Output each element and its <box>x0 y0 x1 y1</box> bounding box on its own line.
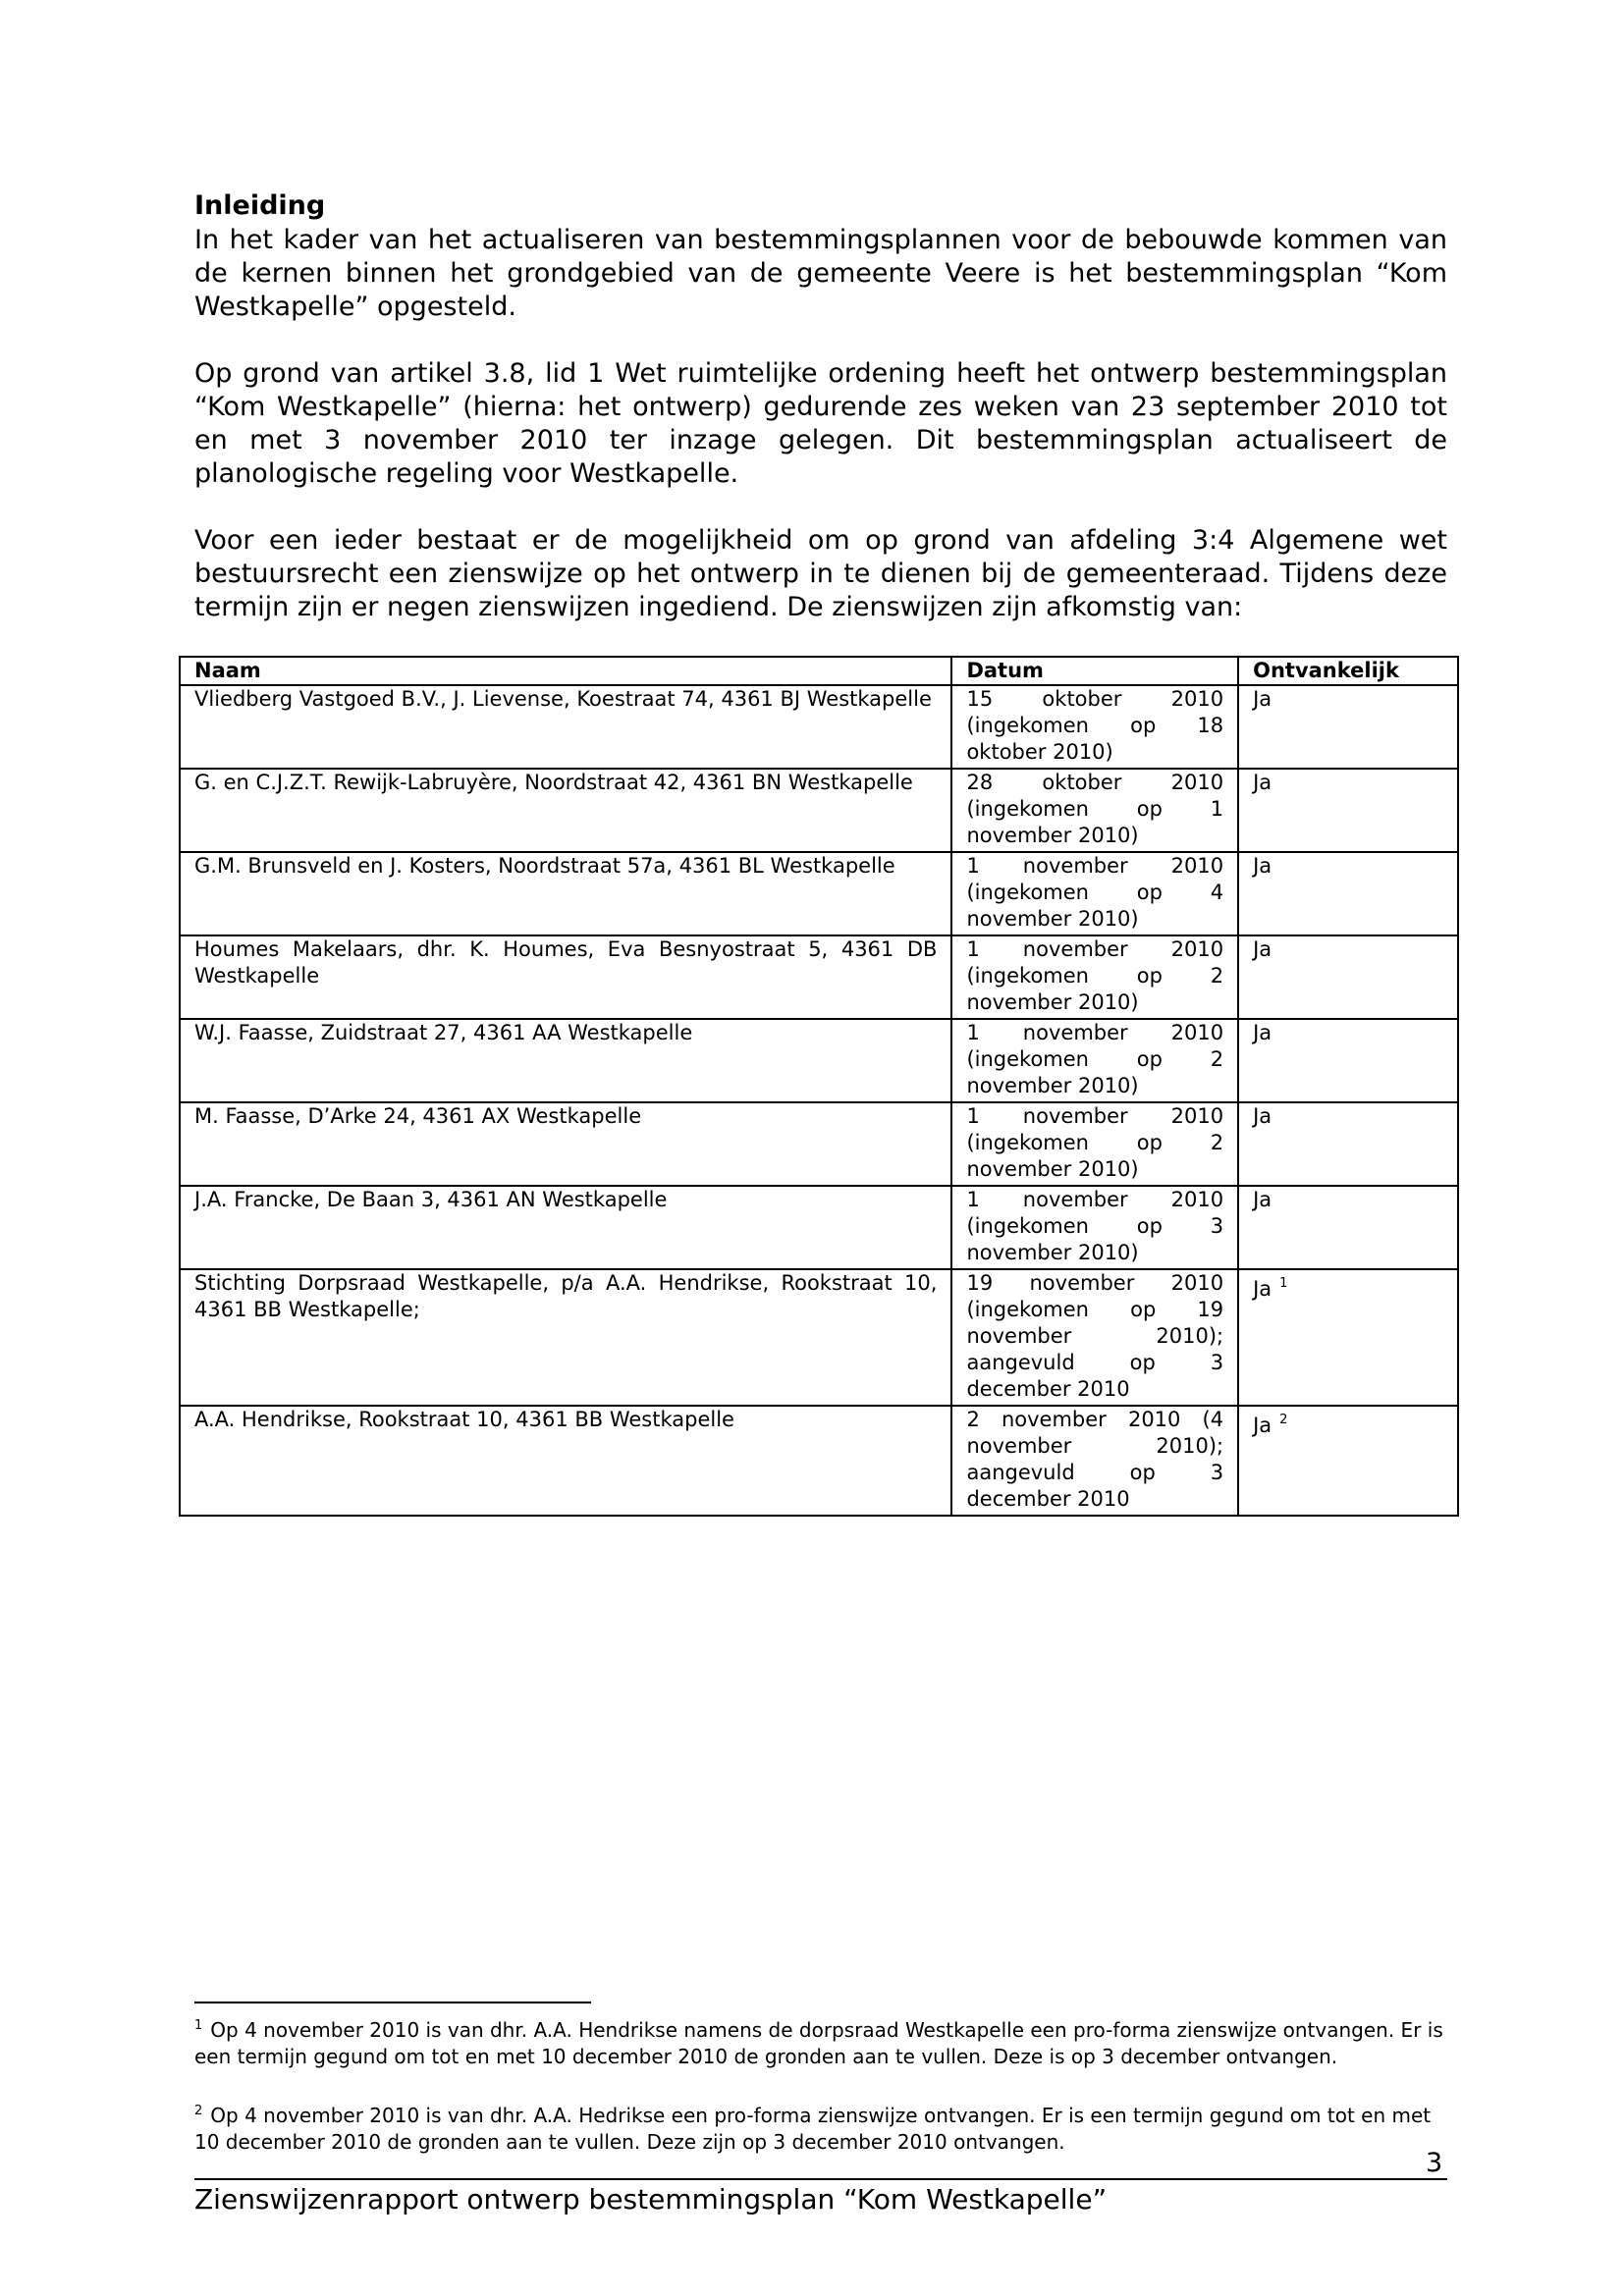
cell-naam: W.J. Faasse, Zuidstraat 27, 4361 AA Westkapelle <box>180 1019 951 1102</box>
footnote-reference[interactable]: 2 <box>1279 1413 1288 1427</box>
ontvankelijk-value: Ja <box>1253 1414 1272 1437</box>
cell-datum: 1 november 2010 (ingekomen op 4 november 2010) <box>951 852 1238 935</box>
cell-ontvankelijk <box>1238 685 1458 769</box>
table-row <box>180 1019 1458 1102</box>
cell-naam: Stichting Dorpsraad Westkapelle, p/a A.A. Hendrikse, Rookstraat 10, 4361 BB Westkapelle; <box>180 1269 951 1406</box>
cell-ontvankelijk <box>1238 1186 1458 1269</box>
cell-ontvankelijk <box>1238 935 1458 1019</box>
intro-paragraph-3: Voor een ieder bestaat er de mogelijkheid om op grond van afdeling 3:4 Algemene wet bestuursrecht een zienswijze op het ontwerp in te dienen bij de gemeenteraad. Tijdens deze termijn zijn er negen zienswijzen ingediend. De zienswijzen zijn afkomstig van: <box>194 525 1447 622</box>
table-header-row <box>180 657 1458 685</box>
cell-datum: 1 november 2010 (ingekomen op 2 november 2010) <box>951 935 1238 1019</box>
footnote-separator <box>194 2002 591 2003</box>
footnote-reference[interactable]: 1 <box>1279 1276 1288 1291</box>
footnote-1 <box>194 2012 1451 2070</box>
ontvankelijk-value: Ja <box>1253 937 1272 961</box>
cell-ontvankelijk <box>1238 1406 1458 1516</box>
table-row <box>180 852 1458 935</box>
table-body <box>180 685 1458 1516</box>
cell-ontvankelijk <box>1238 769 1458 852</box>
header-datum: Datum <box>951 657 1238 685</box>
page-number: 3 <box>1426 2148 1443 2178</box>
cell-naam: A.A. Hendrikse, Rookstraat 10, 4361 BB Westkapelle <box>180 1406 951 1516</box>
cell-naam: M. Faasse, D’Arke 24, 4361 AX Westkapelle <box>180 1102 951 1186</box>
table-row <box>180 1186 1458 1269</box>
cell-naam: Vliedberg Vastgoed B.V., J. Lievense, Koestraat 74, 4361 BJ Westkapelle <box>180 685 951 769</box>
cell-datum: 2 november 2010 (4 november 2010); aangevuld op 3 december 2010 <box>951 1406 1238 1516</box>
ontvankelijk-value: Ja <box>1253 854 1272 878</box>
table-row <box>180 769 1458 852</box>
table-row <box>180 1269 1458 1406</box>
table-row <box>180 685 1458 769</box>
ontvankelijk-value: Ja <box>1253 771 1272 794</box>
table-row <box>180 1102 1458 1186</box>
footnote-1-number: 1 <box>194 2018 203 2033</box>
cell-naam: J.A. Francke, De Baan 3, 4361 AN Westkapelle <box>180 1186 951 1269</box>
cell-naam: G.M. Brunsveld en J. Kosters, Noordstraat 57a, 4361 BL Westkapelle <box>180 852 951 935</box>
footnote-2-number: 2 <box>194 2104 203 2118</box>
ontvankelijk-value: Ja <box>1253 1104 1272 1128</box>
ontvankelijk-value: Ja <box>1253 1021 1272 1044</box>
cell-ontvankelijk <box>1238 1102 1458 1186</box>
header-naam: Naam <box>180 657 951 685</box>
footnote-1-text: Op 4 november 2010 is van dhr. A.A. Hendrikse namens de dorpsraad Westkapelle een pro-forma zienswijze ontvangen. Er is een termijn gegund om tot en met 10 december 2010 de gronden aan te vullen. Deze is op 3 december ontvangen. <box>194 2018 1443 2068</box>
cell-datum: 15 oktober 2010 (ingekomen op 18 oktober 2010) <box>951 685 1238 769</box>
cell-ontvankelijk <box>1238 1019 1458 1102</box>
cell-ontvankelijk <box>1238 852 1458 935</box>
table-row <box>180 1406 1458 1516</box>
cell-datum: 1 november 2010 (ingekomen op 3 november 2010) <box>951 1186 1238 1269</box>
cell-naam: Houmes Makelaars, dhr. K. Houmes, Eva Besnyostraat 5, 4361 DB Westkapelle <box>180 935 951 1019</box>
ontvankelijk-value: Ja <box>1253 1188 1272 1211</box>
table-row <box>180 935 1458 1019</box>
cell-datum: 1 november 2010 (ingekomen op 2 november 2010) <box>951 1019 1238 1102</box>
intro-paragraph-2: Op grond van artikel 3.8, lid 1 Wet ruimtelijke ordening heeft het ontwerp bestemmingsplan “Kom Westkapelle” (hierna: het ontwerp) gedurende zes weken van 23 september 2010 tot en met 3 november 2010 ter inzage gelegen. Dit bestemmingsplan actualiseert de planologische regeling voor Westkapelle. <box>194 358 1447 489</box>
cell-datum: 28 oktober 2010 (ingekomen op 1 november 2010) <box>951 769 1238 852</box>
cell-datum: 19 november 2010 (ingekomen op 19 november 2010); aangevuld op 3 december 2010 <box>951 1269 1238 1406</box>
cell-naam: G. en C.J.Z.T. Rewijk-Labruyère, Noordstraat 42, 4361 BN Westkapelle <box>180 769 951 852</box>
footnote-2-text: Op 4 november 2010 is van dhr. A.A. Hedrikse een pro-forma zienswijze ontvangen. Er is een termijn gegund om tot en met 10 december 2010 de gronden aan te vullen. Deze zijn op 3 december 2010 ontvangen. <box>194 2104 1432 2154</box>
zienswijzen-table <box>179 656 1459 1517</box>
cell-ontvankelijk <box>1238 1269 1458 1406</box>
cell-datum: 1 november 2010 (ingekomen op 2 november 2010) <box>951 1102 1238 1186</box>
footer-separator <box>194 2178 1447 2180</box>
footer-title: Zienswijzenrapport ontwerp bestemmingsplan “Kom Westkapelle” <box>194 2183 1108 2216</box>
header-ontvankelijk: Ontvankelijk <box>1238 657 1458 685</box>
section-heading: Inleiding <box>194 190 326 221</box>
ontvankelijk-value: Ja <box>1253 1277 1272 1301</box>
ontvankelijk-value: Ja <box>1253 687 1272 711</box>
intro-paragraph-1: In het kader van het actualiseren van bestemmingsplannen voor de bebouwde kommen van de kernen binnen het grondgebied van de gemeente Veere is het bestemmingsplan “Kom Westkapelle” opgesteld. <box>194 225 1447 322</box>
footnote-2 <box>194 2098 1451 2156</box>
